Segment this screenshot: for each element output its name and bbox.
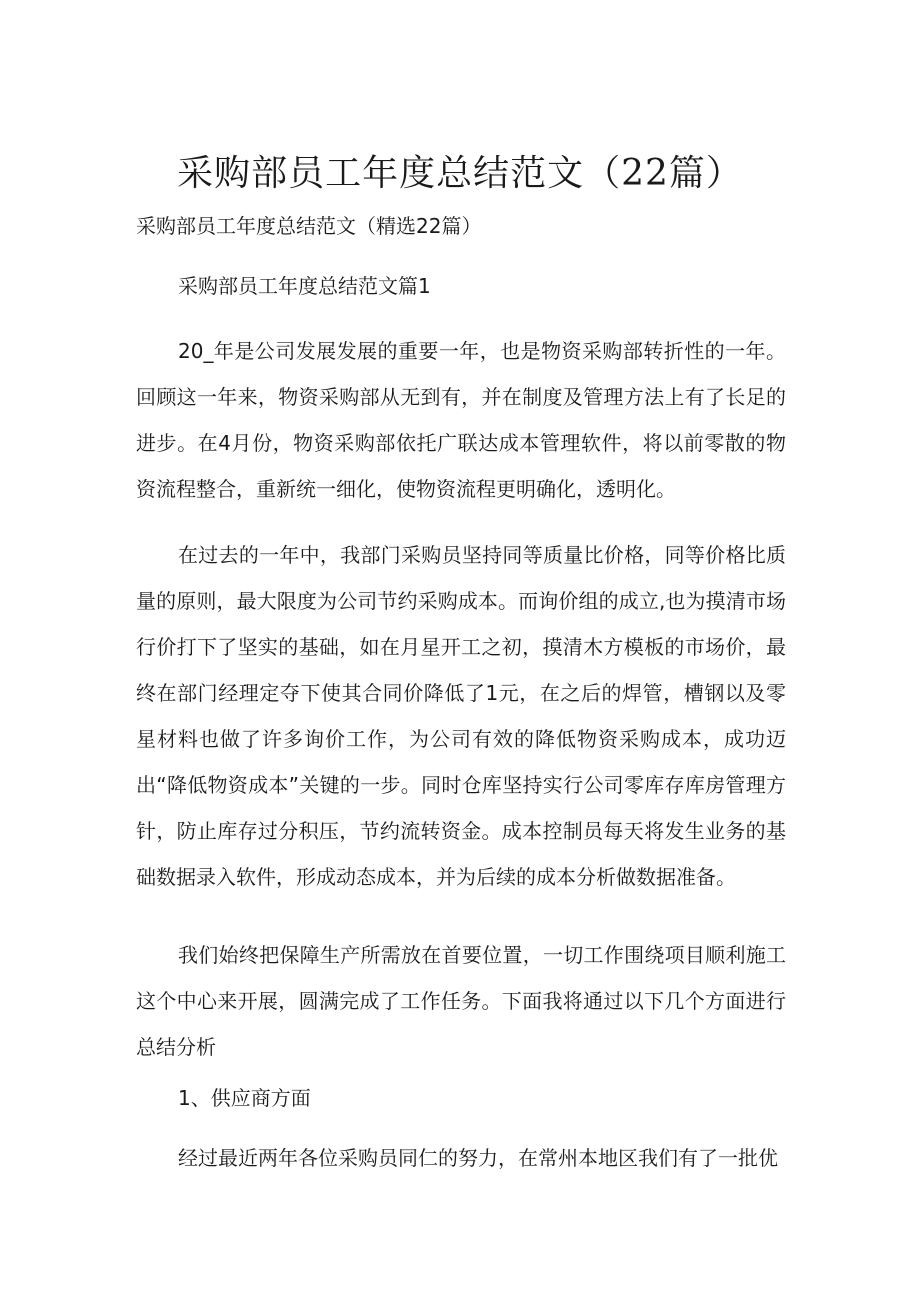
section-heading: 采购部员工年度总结范文篇1 xyxy=(178,274,431,298)
document-title: 采购部员工年度总结范文（22篇） xyxy=(177,153,743,194)
paragraph-2: 在过去的一年中，我部门采购员坚持同等质量比价格，同等价格比质量的原则，最大限度为公司节约采购成本。而询价组的成立,也为摸清市场行价打下了坚实的基础，如在月星开工之初，摸清木方模板的市场价，最终在部门经理定夺下使其合同价降低了1元，在之后的焊管，槽钢以及零星材料也做了许多询价工作，为公司有效的降低物资采购成本，成功迈出“降低物资成本”关键的一步。同时仓库坚持实行公司零库存库房管理方针，防止库存过分积压，节约流转资金。成本控制员每天将发生业务的基础数据录入软件，形成动态成本，并为后续的成本分析做数据准备。 xyxy=(136,543,786,889)
paragraph-4: 经过最近两年各位采购员同仁的努力，在常州本地区我们有了一批优 xyxy=(178,1146,778,1170)
paragraph-1: 20_年是公司发展发展的重要一年，也是物资采购部转折性的一年。回顾这一年来，物资采购部从无到有，并在制度及管理方法上有了长足的进步。在4月份，物资采购部依托广联达成本管理软件，将以前零散的物资流程整合，重新统一细化，使物资流程更明确化，透明化。 xyxy=(136,339,786,501)
document-subtitle: 采购部员工年度总结范文（精选22篇） xyxy=(136,214,482,238)
paragraph-3: 我们始终把保障生产所需放在首要位置，一切工作围绕项目顺利施工这个中心来开展，圆满完成了工作任务。下面我将通过以下几个方面进行总结分析 xyxy=(136,943,786,1059)
list-heading-suppliers: 1、供应商方面 xyxy=(178,1086,311,1110)
